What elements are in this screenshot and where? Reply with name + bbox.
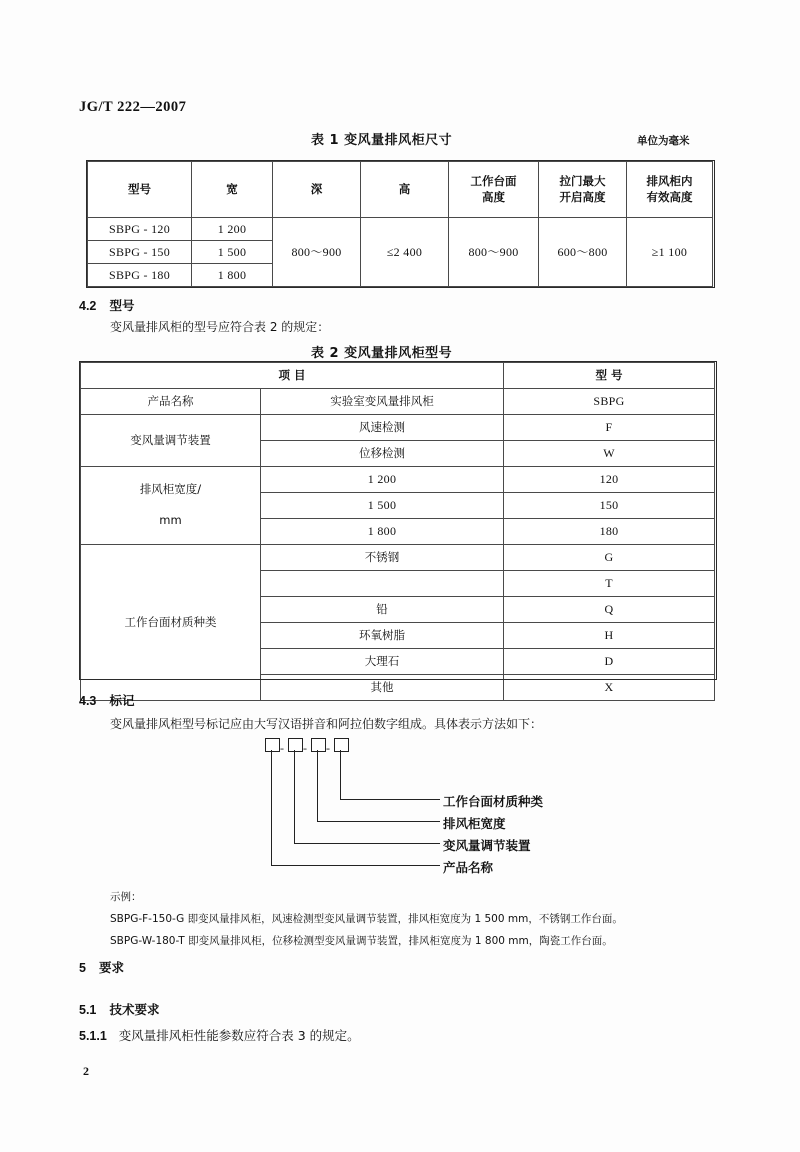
- table2-group-3-item-2: 铅: [261, 597, 504, 623]
- leader-line-v-2: [294, 750, 295, 844]
- leader-line-h-2: [294, 843, 440, 844]
- table2-group-3-code-4: D: [504, 649, 715, 675]
- designation-box-4: [334, 738, 349, 752]
- table1-width-0: 1 200: [192, 218, 273, 241]
- table2-group-2-item-0: 1 200: [261, 467, 504, 493]
- table2-group-1-item-0: 风速检测: [261, 415, 504, 441]
- table2-header-code: 型 号: [504, 363, 715, 389]
- designation-separator-3: -: [326, 741, 330, 755]
- table2-group-2-code-1: 150: [504, 493, 715, 519]
- table-row: [81, 389, 715, 415]
- clause-5-1-number: 5.1: [79, 1003, 97, 1017]
- clause-4-2-title: 型号: [109, 298, 135, 313]
- example-line-1: SBPG-F-150-G 即变风量排风柜，风速检测型变风量调节装置，排风柜宽度为 1 500 mm，不锈钢工作台面。: [110, 913, 623, 925]
- table1-sash-open-height: 600～800: [539, 218, 627, 287]
- table2-group-1-item-1: 位移检测: [261, 441, 504, 467]
- table2-group-3-item-3: 环氧树脂: [261, 623, 504, 649]
- table-row: [88, 218, 713, 241]
- table2-group-0-code-0: SBPG: [504, 389, 715, 415]
- table2-group-2-code-0: 120: [504, 467, 715, 493]
- leader-line-h-3: [317, 821, 440, 822]
- table2-group-1-code-1: W: [504, 441, 715, 467]
- table2-group-0-label: 产品名称: [81, 389, 261, 415]
- table2-header-item: 项 目: [81, 363, 504, 389]
- clause-5-1-1: [79, 1026, 360, 1044]
- table2-group-3-item-4: 大理石: [261, 649, 504, 675]
- table2-group-3-label: 工作台面材质种类: [81, 545, 261, 701]
- clause-4-3-heading: [79, 691, 134, 709]
- table2-group-3-item-5: 其他: [261, 675, 504, 701]
- table1-header-worktop-height-l2: 高度: [482, 189, 505, 204]
- table1: [87, 161, 713, 287]
- table2-group-3-item-0: 不锈钢: [261, 545, 504, 571]
- clause-4-3-number: 4.3: [79, 694, 97, 708]
- clause-4-3-title: 标记: [109, 693, 135, 708]
- table-row: [81, 467, 715, 493]
- table1-header-row: [88, 162, 713, 218]
- designation-box-3: [311, 738, 326, 752]
- table2-group-3-code-1: T: [504, 571, 715, 597]
- table1-effective-internal-height: ≥1 100: [627, 218, 713, 287]
- table2-group-3-item-1: [261, 571, 504, 597]
- clause-4-2-body: 变风量排风柜的型号应符合表 2 的规定：: [110, 320, 330, 334]
- table1-depth: 800～900: [273, 218, 361, 287]
- table1-header-model: 型号: [88, 162, 192, 218]
- table1-header-internal-height: [627, 162, 713, 218]
- example-line-2: SBPG-W-180-T 即变风量排风柜，位移检测型变风量调节装置，排风柜宽度为 1 800 mm，陶瓷工作台面。: [110, 935, 613, 947]
- table1-unit-note: 单位为毫米: [637, 135, 690, 147]
- clause-4-3-body: 变风量排风柜型号标记应由大写汉语拼音和阿拉伯数字组成。具体表示方法如下：: [110, 717, 543, 731]
- leader-line-h-4: [340, 799, 440, 800]
- table-row: [81, 545, 715, 571]
- table1-model-1: SBPG - 150: [88, 241, 192, 264]
- table1-header-width: 宽: [192, 162, 273, 218]
- table2-group-2-label: [81, 467, 261, 545]
- table1-header-depth: 深: [273, 162, 361, 218]
- page-number: 2: [83, 1064, 89, 1078]
- clause-5-1-title: 技术要求: [109, 1002, 160, 1017]
- designation-label-worktop-material: 工作台面材质种类: [443, 794, 544, 809]
- table1-model-2: SBPG - 180: [88, 264, 192, 287]
- designation-label-cabinet-width: 排风柜宽度: [443, 816, 506, 831]
- clause-4-2-heading: [79, 296, 134, 314]
- clause-5-1-1-body: 变风量排风柜性能参数应符合表 3 的规定。: [118, 1028, 360, 1043]
- table1-title: 表 1 变风量排风柜尺寸: [311, 133, 453, 148]
- table1-header-worktop-height: [449, 162, 539, 218]
- designation-separator-1: -: [280, 741, 284, 755]
- leader-line-v-1: [271, 750, 272, 866]
- table2-group-2-item-2: 1 800: [261, 519, 504, 545]
- table2-group-3-code-3: H: [504, 623, 715, 649]
- designation-label-vav-device: 变风量调节装置: [443, 838, 531, 853]
- clause-5-1-1-number: 5.1.1: [79, 1029, 107, 1043]
- table2-group-3-code-2: Q: [504, 597, 715, 623]
- table1-header-sash-height: [539, 162, 627, 218]
- designation-label-product-name: 产品名称: [443, 860, 494, 875]
- table1-header-internal-height-l2: 有效高度: [646, 189, 693, 204]
- table1-height: ≤2 400: [361, 218, 449, 287]
- table1-header-internal-height-l1: 排风柜内: [646, 173, 693, 188]
- table-row: [81, 415, 715, 441]
- table1-worktop-height: 800～900: [449, 218, 539, 287]
- table2-group-0-item-0: 实验室变风量排风柜: [261, 389, 504, 415]
- table2-group-2-item-1: 1 500: [261, 493, 504, 519]
- table2-group-1-label: 变风量调节装置: [81, 415, 261, 467]
- leader-line-v-4: [340, 750, 341, 800]
- leader-line-v-3: [317, 750, 318, 822]
- table1-header-sash-height-l2: 开启高度: [559, 189, 606, 204]
- table1-model-0: SBPG - 120: [88, 218, 192, 241]
- table2-group-1-code-0: F: [504, 415, 715, 441]
- table1-width-2: 1 800: [192, 264, 273, 287]
- clause-5-title: 要求: [99, 960, 125, 975]
- leader-line-h-1: [271, 865, 440, 866]
- table2-group-3-code-5: X: [504, 675, 715, 701]
- table2-group-2-label-l1: 排风柜宽度/: [139, 482, 202, 497]
- designation-diagram: [255, 736, 675, 876]
- designation-box-1: [265, 738, 280, 752]
- table2-group-2-label-l2: mm: [159, 513, 182, 528]
- table1-header-sash-height-l1: 拉门最大: [559, 173, 606, 188]
- designation-separator-2: -: [303, 741, 307, 755]
- table2-group-3-code-0: G: [504, 545, 715, 571]
- standard-number: JG/T 222—2007: [79, 99, 187, 115]
- table2-group-2-code-2: 180: [504, 519, 715, 545]
- table1-header-worktop-height-l1: 工作台面: [470, 173, 517, 188]
- example-label: 示例：: [110, 891, 142, 903]
- table1-width-1: 1 500: [192, 241, 273, 264]
- clause-4-2-number: 4.2: [79, 299, 97, 313]
- table2: [80, 362, 715, 701]
- table2-header-row: [81, 363, 715, 389]
- table1-header-height: 高: [361, 162, 449, 218]
- clause-5-heading: [79, 958, 124, 976]
- clause-5-1-heading: [79, 1000, 159, 1018]
- table2-title: 表 2 变风量排风柜型号: [311, 346, 453, 361]
- designation-box-2: [288, 738, 303, 752]
- clause-5-number: 5: [79, 961, 86, 975]
